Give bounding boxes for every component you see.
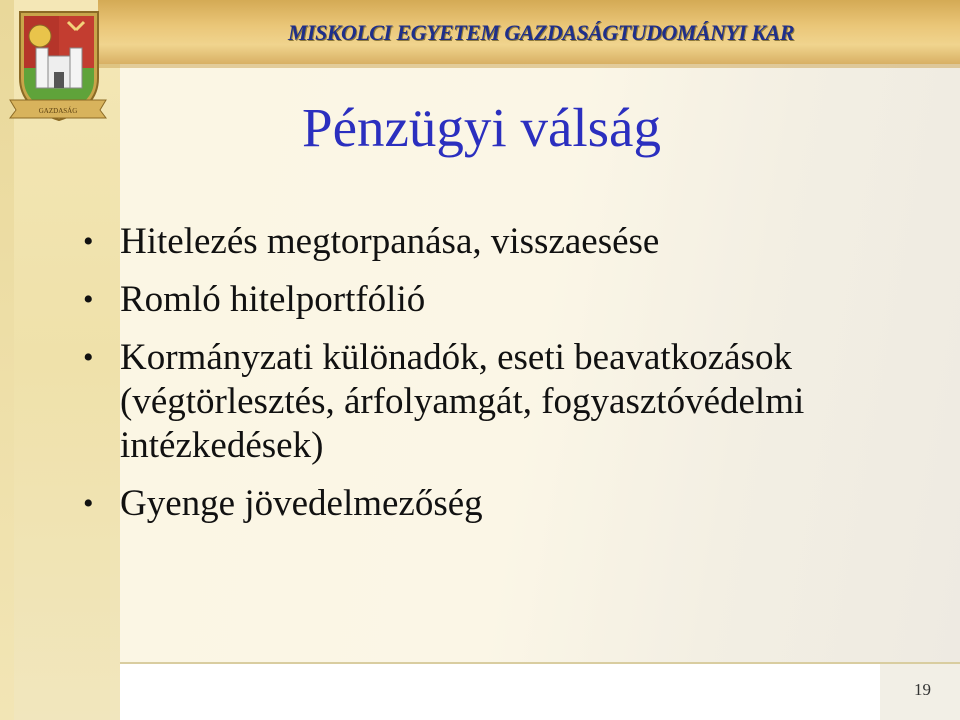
bullet-list: [80, 220, 930, 540]
page-number: 19: [914, 680, 931, 699]
bullet-dot-icon: •: [83, 341, 94, 374]
slide-title: Pénzügyi válság: [302, 97, 661, 158]
institution-name: MISKOLCI EGYETEM GAZDASÁGTUDOMÁNYI KAR: [287, 20, 794, 45]
bullet-item: • Kormányzati különadók, eseti beavatkozások (végtörlesztés, árfolyamgát, fogyasztóvédelmi intézkedések): [83, 337, 805, 466]
header-shadow: [98, 64, 960, 68]
bullet-dot-icon: •: [83, 487, 94, 520]
crest-banner-text: GAZDASÁG: [38, 107, 78, 115]
bullet-dot-icon: •: [83, 283, 94, 316]
bullet-item: • Gyenge jövedelmezőség: [83, 483, 483, 524]
footer: [120, 664, 960, 720]
bullet-item: • Hitelezés megtorpanása, visszaesése: [83, 221, 660, 262]
bullet-dot-icon: •: [83, 225, 94, 258]
bullet-item: • Romló hitelportfólió: [83, 279, 426, 320]
